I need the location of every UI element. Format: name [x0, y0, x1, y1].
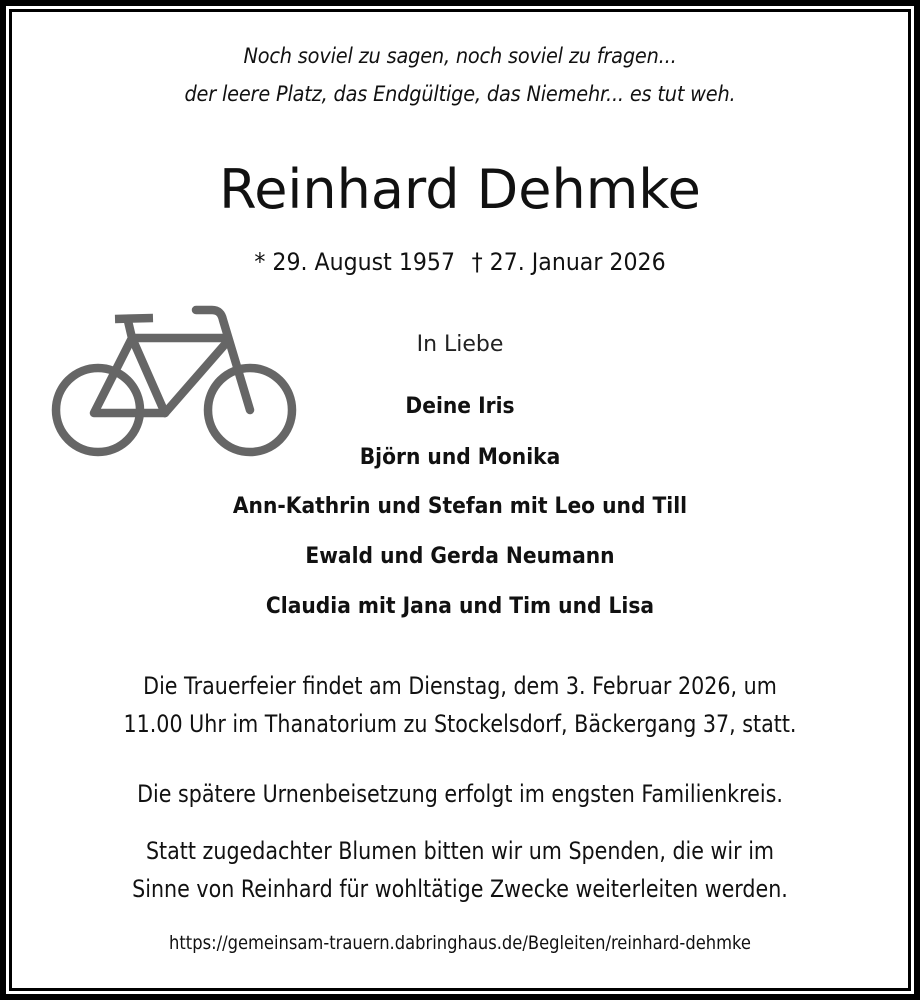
- burial-notice: Die spätere Urnenbeisetzung erfolgt im engsten Familienkreis.: [137, 780, 783, 808]
- motto-line-1: Noch soviel zu sagen, noch soviel zu fragen...: [243, 44, 677, 68]
- deceased-name: Reinhard Dehmke: [219, 158, 701, 221]
- birth-date: * 29. August 1957: [254, 248, 456, 276]
- in-liebe-label: In Liebe: [416, 332, 504, 357]
- mourner-name: Ewald und Gerda Neumann: [305, 544, 615, 569]
- funeral-notice-line-1: Die Trauerfeier findet am Dienstag, dem 3. Februar 2026, um: [143, 672, 777, 700]
- mourner-name: Björn und Monika: [359, 445, 561, 470]
- memorial-url-link[interactable]: https://gemeinsam-trauern.dabringhaus.de/Begleiten/reinhard-dehmke: [169, 932, 751, 954]
- bicycle-icon: [40, 295, 310, 465]
- motto-line-2: der leere Platz, das Endgültige, das Niemehr... es tut weh.: [184, 82, 736, 106]
- funeral-notice-line-2: 11.00 Uhr im Thanatorium zu Stockelsdorf, Bäckergang 37, statt.: [123, 710, 797, 738]
- mourner-name: Claudia mit Jana und Tim und Lisa: [265, 594, 655, 619]
- mourner-name: Deine Iris: [405, 394, 515, 419]
- mourner-name: Ann-Kathrin und Stefan mit Leo und Till: [232, 494, 688, 519]
- life-dates: [37, 248, 883, 276]
- donation-notice-line-1: Statt zugedachter Blumen bitten wir um Spenden, die wir im: [145, 837, 775, 865]
- death-date: † 27. Januar 2026: [471, 248, 666, 276]
- donation-notice-line-2: Sinne von Reinhard für wohltätige Zwecke weiterleiten werden.: [132, 875, 788, 903]
